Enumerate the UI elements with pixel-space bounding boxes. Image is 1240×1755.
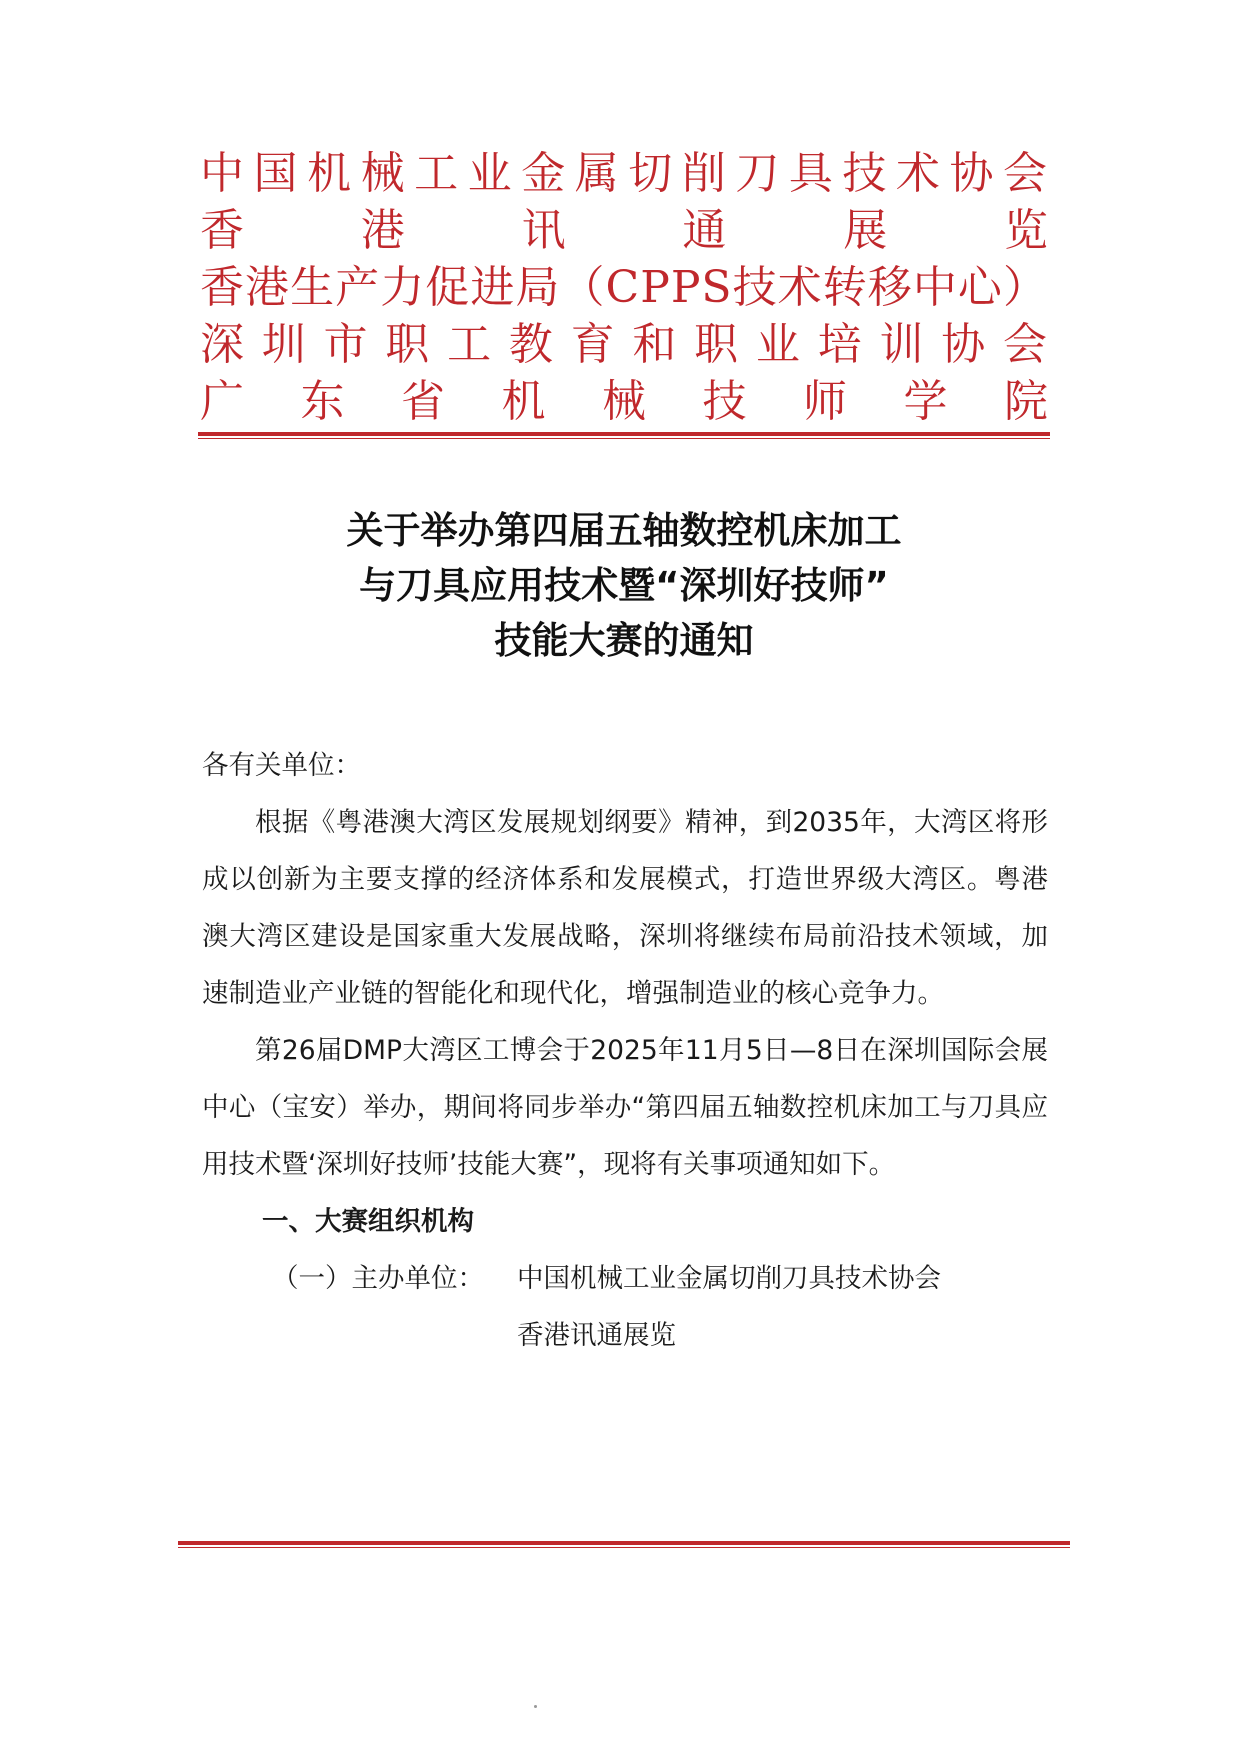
footer-divider-thin (178, 1547, 1070, 1548)
title-line-2: 与刀具应用技术暨“深圳好技师” (359, 564, 889, 607)
paragraph-2: 第26届DMP大湾区工博会于2025年11月5日—8日在深圳国际会展中心（宝安）举办，期间将同步举办“第四届五轴数控机床加工与刀具应用技术暨‘深圳好技师’技能大赛”，现将有关事项通知如下。 (202, 1035, 1048, 1180)
section-heading: 一、大赛组织机构 (262, 1206, 474, 1237)
organizer-name-2: 香港讯通展览 (517, 1320, 676, 1351)
letterhead-org-2: 香港讯通展览 (200, 205, 1048, 256)
title-line-1: 关于举办第四届五轴数控机床加工 (346, 509, 902, 552)
letterhead-org-3: 香港生产力促进局（CPPS技术转移中心） (200, 262, 1048, 313)
salutation: 各有关单位： (202, 750, 361, 781)
letterhead-divider-thin (198, 438, 1050, 439)
organizer-row-2 (202, 1307, 1048, 1364)
document-title (200, 503, 1048, 668)
page-mark (534, 1705, 537, 1708)
letterhead-org-5: 广东省机械技师学院 (200, 376, 1048, 427)
letterhead-divider (198, 432, 1050, 436)
organizer-name-1: 中国机械工业金属切削刀具技术协会 (517, 1263, 941, 1294)
organizer-row (202, 1250, 1048, 1307)
letterhead (200, 145, 1048, 430)
letterhead-org-4: 深圳市职工教育和职业培训协会 (200, 319, 1048, 370)
title-line-3: 技能大赛的通知 (494, 619, 754, 662)
document-body (202, 737, 1048, 1364)
paragraph-1: 根据《粤港澳大湾区发展规划纲要》精神，到2035年，大湾区将形成以创新为主要支撑的经济体系和发展模式，打造世界级大湾区。粤港澳大湾区建设是国家重大发展战略，深圳将继续布局前沿技术领域，加速制造业产业链的智能化和现代化，增强制造业的核心竞争力。 (202, 807, 1048, 1009)
letterhead-org-1: 中国机械工业金属切削刀具技术协会 (200, 148, 1048, 199)
organizer-label: （一）主办单位： (272, 1263, 484, 1294)
footer-divider (178, 1541, 1070, 1545)
